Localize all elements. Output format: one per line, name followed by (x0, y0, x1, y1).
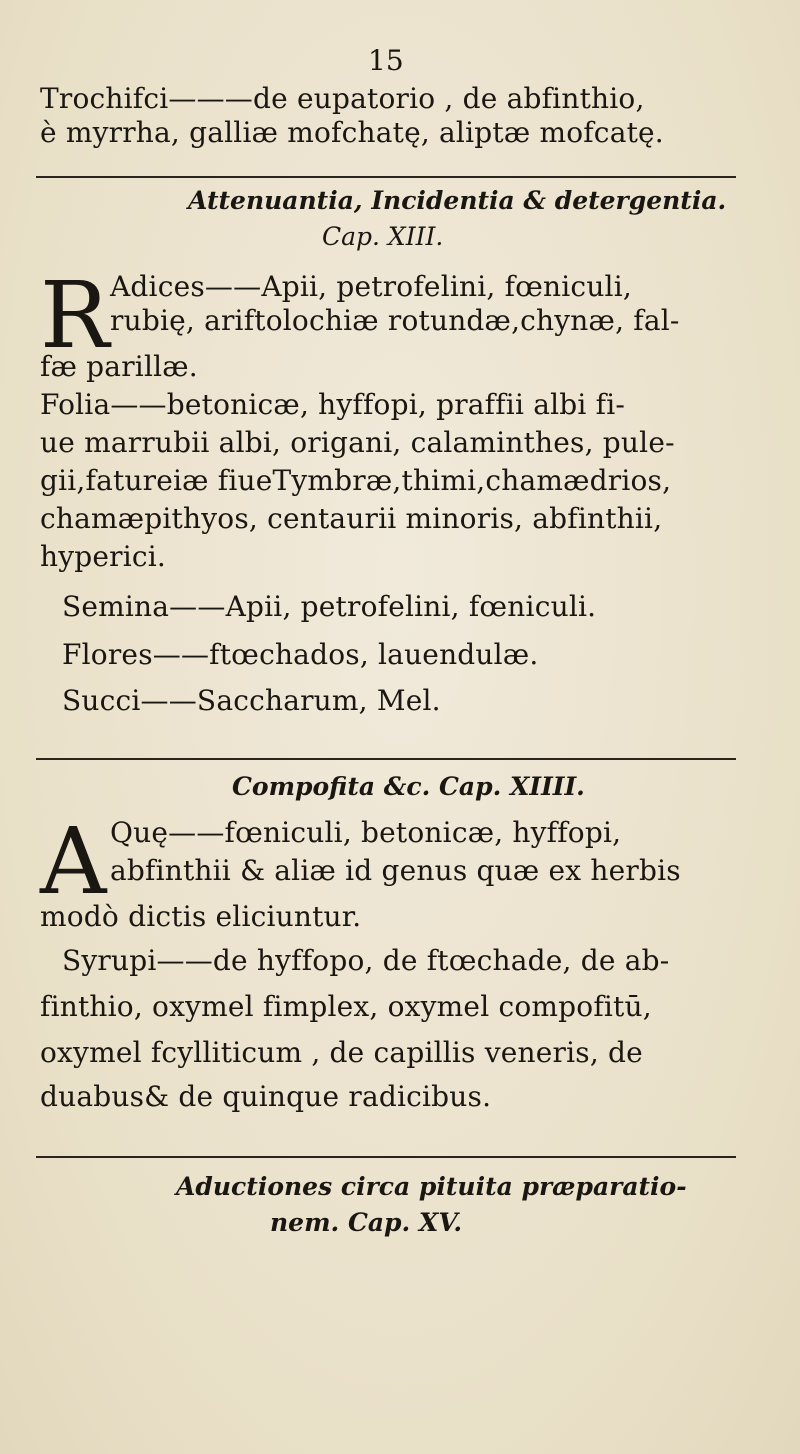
intro-line-1: Trochifci———de eupatorio , de abfinthio, (40, 82, 645, 115)
intro-line-2: è myrrha, galliæ mofchatę, aliptæ mofcatę. (40, 116, 664, 149)
section-divider-2 (36, 758, 736, 760)
section2-dropcap: A (40, 808, 107, 915)
section1-line-2: rubię, ariftolochiæ rotundæ,chynæ, fal- (110, 304, 680, 337)
section1-line-9: Semina——Apii, petrofelini, fœniculi. (62, 590, 597, 623)
section2-line-5: finthio, oxymel fimplex, oxymel compofitū, (40, 990, 652, 1023)
section2-heading: Compofita &c. Cap. XIIII. (232, 772, 585, 801)
section1-line-10: Flores——ftœchados, lauendulæ. (62, 638, 539, 671)
section1-line-7: chamæpithyos, centaurii minoris, abfinthii, (40, 502, 663, 535)
section1-line-6: gii,fatureiæ fiueTymbræ,thimi,chamædrios, (40, 464, 672, 497)
section3-heading-line-1: Aductiones circa pituita præparatio- (176, 1172, 687, 1201)
section1-line-8: hyperici. (40, 540, 167, 573)
section2-line-3: modò dictis eliciuntur. (40, 900, 362, 933)
section1-heading: Attenuantia, Incidentia & detergentia. (188, 186, 727, 215)
section-divider-3 (36, 1156, 736, 1158)
section1-line-1: Adices——Apii, petrofelini, fœniculi, (110, 270, 632, 303)
page-number: 15 (368, 44, 404, 77)
section1-dropcap: R (40, 262, 110, 369)
section2-line-6: oxymel fcylliticum , de capillis veneris, de (40, 1036, 643, 1069)
section1-chapter: Cap. XIII. (322, 222, 444, 251)
section2-line-2: abfinthii & aliæ id genus quæ ex herbis (110, 854, 681, 887)
section1-line-11: Succi——Saccharum, Mel. (62, 684, 441, 717)
section1-line-5: ue marrubii albi, origani, calaminthes, pule- (40, 426, 675, 459)
section3-heading-line-2: nem. Cap. XV. (270, 1208, 463, 1237)
section2-line-4: Syrupi——de hyffopo, de ftœchade, de ab- (62, 944, 670, 977)
section2-line-1: Quę——fœniculi, betonicæ, hyffopi, (110, 816, 622, 849)
section1-line-4: Folia——betonicæ, hyffopi, praffii albi fi- (40, 388, 626, 421)
section1-line-3: fæ parillæ. (40, 350, 198, 383)
section2-line-7: duabus& de quinque radicibus. (40, 1080, 492, 1113)
section-divider-1 (36, 176, 736, 178)
